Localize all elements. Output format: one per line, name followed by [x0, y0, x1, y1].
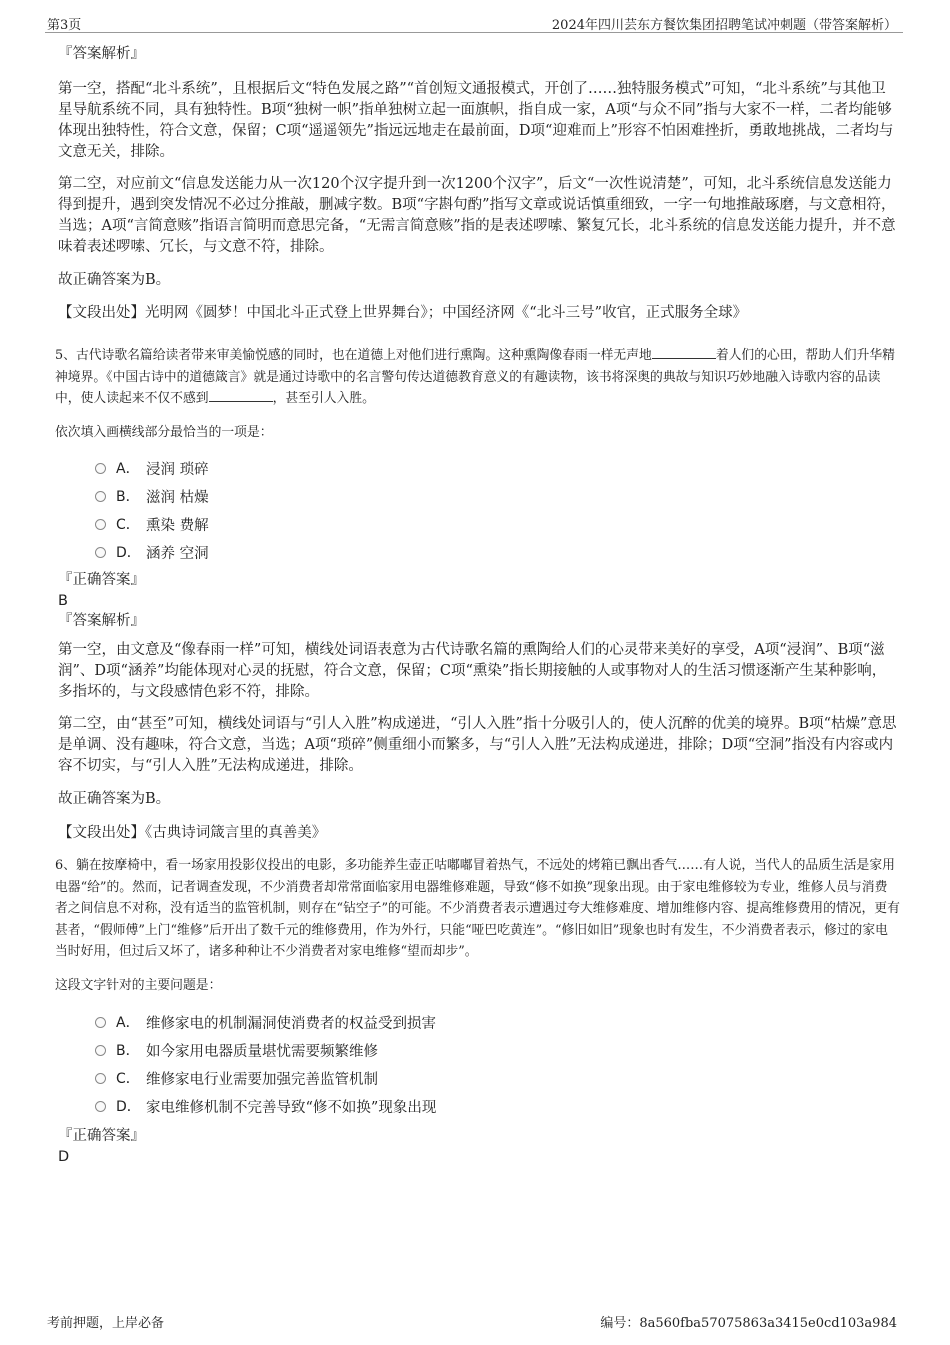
question-stem: 5、古代诗歌名篇给读者带来审美愉悦感的同时，也在道德上对他们进行熏陶。这种熏陶像春雨一样无声地 着人们的心田，帮助人们升华精神境界。《中国古诗中的道德箴言》就是通过诗歌中的名言警句传达道德教育意义的有趣读物，该书将深奥的典故与知识巧妙地融入诗歌内容的品读中，使人读起来不仅不感到 ，甚至引人入胜。	[55, 345, 900, 410]
document-id: 编号：8a560fba57075863a3415e0cd103a984	[600, 1316, 897, 1331]
radio-button[interactable]	[95, 519, 106, 530]
radio-button[interactable]	[95, 1073, 106, 1084]
option-d[interactable]: D． 涵养 空洞	[95, 538, 900, 566]
analysis-paragraph: 第一空，搭配“北斗系统”，且根据后文“特色发展之路”“首创短文通报模式，开创了……独特服务模式”可知，“北斗系统”与其他卫星导航系统不同，具有独特性。B项“独树一帜”指单独树立起一面旗帜，指自成一家，A项“与众不同”指与大家不一样，二者均能够体现出独特性，符合文意，保留；C项“遥遥领先”指远远地走在最前面，D项“迎难而上”形容不怕困难挫折，勇敢地挑战，二者均与文意无关，排除。	[58, 81, 894, 160]
option-c[interactable]: C． 熏染 费解	[95, 510, 900, 538]
conclusion: 故正确答案为B。	[58, 272, 171, 288]
correct-answer-label: 『正确答案』	[58, 1128, 145, 1144]
radio-button[interactable]	[95, 1017, 106, 1028]
option-d[interactable]: D． 家电维修机制不完善导致“修不如换”现象出现	[95, 1092, 900, 1120]
question-prompt: 依次填入画横线部分最恰当的一项是：	[55, 424, 273, 440]
correct-answer: D	[58, 1149, 70, 1165]
option-list	[95, 1008, 900, 1120]
page-number: 第3页	[47, 18, 82, 33]
option-b[interactable]: B． 如今家用电器质量堪忧需要频繁维修	[95, 1036, 900, 1064]
analysis-paragraph: 第二空，对应前文“信息发送能力从一次120个汉字提升到一次1200个汉字”，后文“一次性说清楚”，可知，北斗系统信息发送能力得到提升，遇到突发情况不必过分推敲，删减字数。B项“字斟句酌”指写文章或说话慎重细致，一字一句地推敲琢磨，与文意相符，当选；A项“言简意赅”指语言简明而意思完备，“无需言简意赅”指的是表述啰嗦、繁复冗长，北斗系统的信息发送能力提升，并不意味着表述啰嗦、冗长，与文意不符，排除。	[58, 176, 896, 255]
question-prompt: 这段文字针对的主要问题是：	[55, 977, 222, 993]
source: 【文段出处】《古典诗词箴言里的真善美》	[58, 825, 327, 841]
correct-answer: B	[58, 593, 68, 609]
option-c[interactable]: C． 维修家电行业需要加强完善监管机制	[95, 1064, 900, 1092]
answer-blank	[652, 345, 716, 359]
radio-button[interactable]	[95, 1045, 106, 1056]
analysis-label: 『答案解析』	[58, 613, 145, 629]
radio-button[interactable]	[95, 547, 106, 558]
option-a[interactable]: A． 维修家电的机制漏洞使消费者的权益受到损害	[95, 1008, 900, 1036]
answer-blank	[209, 388, 273, 402]
document-title: 2024年四川芸东方餐饮集团招聘笔试冲刺题（带答案解析）	[551, 18, 897, 33]
correct-answer-label: 『正确答案』	[58, 572, 145, 588]
option-a[interactable]: A． 浸润 琐碎	[95, 454, 900, 482]
source: 【文段出处】光明网《圆梦！中国北斗正式登上世界舞台》；中国经济网《“北斗三号”收官，正式服务全球》	[58, 305, 748, 321]
analysis-label: 『答案解析』	[58, 46, 145, 62]
footer-slogan: 考前押题，上岸必备	[47, 1316, 165, 1331]
option-list	[95, 454, 900, 566]
radio-button[interactable]	[95, 491, 106, 502]
analysis-paragraph: 第二空，由“甚至”可知，横线处词语与“引人入胜”构成递进，“引人入胜”指十分吸引人的，使人沉醉的优美的境界。B项“枯燥”意思是单调、没有趣味，符合文意，当选；A项“琐碎”侧重细小而繁多，与“引人入胜”无法构成递进，排除；D项“空洞”指没有内容或内容不切实，与“引人入胜”无法构成递进，排除。	[58, 716, 897, 774]
page-header	[45, 10, 903, 33]
radio-button[interactable]	[95, 1101, 106, 1112]
analysis-paragraph: 第一空，由文意及“像春雨一样”可知，横线处词语表意为古代诗歌名篇的熏陶给人们的心灵带来美好的享受，A项“浸润”、B项“滋润”、D项“涵养”均能体现对心灵的抚慰，符合文意，保留；C项“熏染”指长期接触的人或事物对人的生活习惯逐渐产生某种影响，多指坏的，与文段感情色彩不符，排除。	[58, 642, 887, 700]
radio-button[interactable]	[95, 463, 106, 474]
page-content	[55, 44, 900, 1167]
option-b[interactable]: B． 滋润 枯燥	[95, 482, 900, 510]
question-stem: 6、躺在按摩椅中，看一场家用投影仪投出的电影，多功能养生壶正咕嘟嘟冒着热气，不远处的烤箱已飘出香气……有人说，当代人的品质生活是家用电器“给”的。然而，记者调查发现，不少消费者却常常面临家用电器维修难题，导致“修不如换”现象出现。由于家电维修较为专业，维修人员与消费者之间信息不对称，没有适当的监管机制，则存在“钻空子”的可能。不少消费者表示遭遇过夸大维修难度、增加维修内容、提高维修费用的情况，更有甚者，“假师傅”上门“维修”后开出了数千元的维修费用，作为外行，只能“哑巴吃黄连”。“修旧如旧”现象也时有发生，不少消费者表示，修过的家电当时好用，但过后又坏了，诸多种种让不少消费者对家电维修“望而却步”。	[55, 858, 900, 959]
conclusion: 故正确答案为B。	[58, 791, 171, 807]
